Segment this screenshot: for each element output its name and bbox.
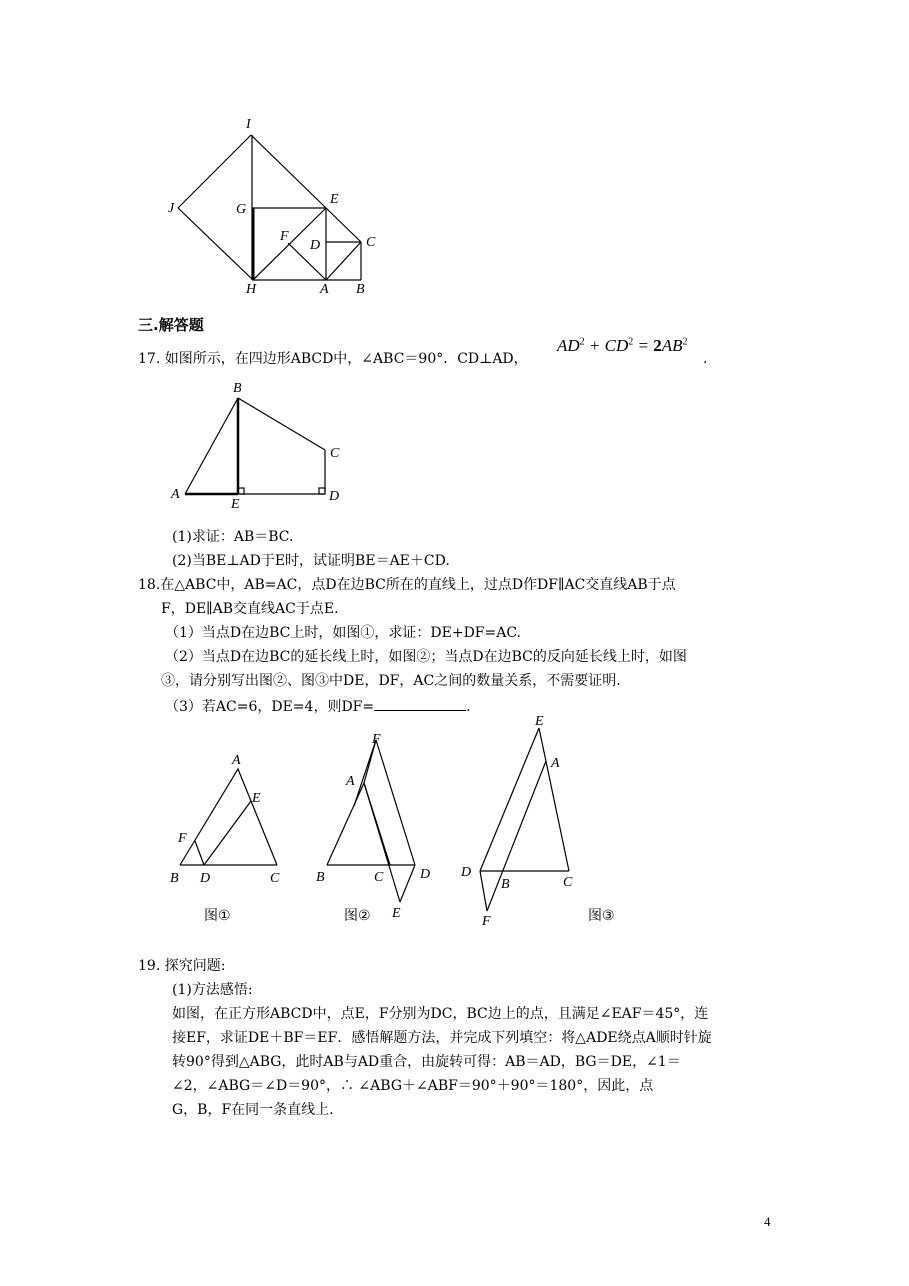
label-J: J bbox=[168, 201, 175, 216]
fig3-label-A: A bbox=[551, 756, 560, 771]
label-B: B bbox=[356, 282, 365, 297]
label-F: F bbox=[280, 229, 289, 244]
label-E: E bbox=[330, 192, 339, 207]
q19-p4: ∠2，∠ABG＝∠D＝90°，∴ ∠ABG＋∠ABF＝90°＋90°＝180°，因此，点 bbox=[172, 1078, 654, 1094]
fig1-label-C: C bbox=[270, 871, 280, 886]
fig1-label-A: A bbox=[232, 753, 241, 768]
fig3-label-B: B bbox=[501, 877, 510, 892]
fig2-caption: 图② bbox=[344, 908, 371, 924]
fig3-label-F: F bbox=[482, 914, 491, 927]
q19-p1: 如图，在正方形ABCD中，点E，F分别为DC，BC边上的点，且满足∠EAF＝45°，连 bbox=[172, 1006, 709, 1022]
fig2-label-C: C bbox=[374, 870, 384, 885]
q19-title: 19. 探究问题: bbox=[138, 958, 226, 974]
figure-q17 bbox=[165, 378, 355, 508]
q18-part3: （3）若AC=6，DE=4，则DF= . bbox=[165, 696, 471, 716]
fig3-caption: 图③ bbox=[588, 908, 615, 924]
q18-line2: F，DE∥AB交直线AC于点E. bbox=[161, 601, 339, 617]
fig1-caption: 图① bbox=[204, 908, 231, 924]
q17-period: . bbox=[703, 351, 708, 367]
q18-part1: （1）当点D在边BC上时，如图①，求证：DE+DF=AC. bbox=[165, 625, 522, 641]
figure-q18-3 bbox=[455, 712, 585, 927]
q17-label-D: D bbox=[329, 489, 340, 504]
label-D: D bbox=[310, 238, 321, 253]
answer-blank bbox=[374, 696, 466, 711]
q19-sub: (1)方法感悟: bbox=[172, 982, 253, 998]
q17-label-A: A bbox=[171, 487, 180, 502]
label-I: I bbox=[246, 117, 251, 132]
q19-p3: 转90°得到△ABG，此时AB与AD重合，由旋转可得：AB＝AD，BG＝DE，∠1＝ bbox=[172, 1054, 681, 1070]
q17-text: 17. 如图所示，在四边形ABCD中，∠ABC＝90°．CD⊥AD， bbox=[138, 351, 528, 367]
figure-squares bbox=[160, 110, 390, 300]
fig3-label-D: D bbox=[461, 865, 472, 880]
fig1-label-D: D bbox=[200, 871, 211, 886]
q17-label-E: E bbox=[231, 497, 240, 508]
fig3-label-C: C bbox=[563, 875, 573, 890]
fig2-label-B: B bbox=[316, 870, 325, 885]
page-number: 4 bbox=[764, 1214, 771, 1229]
q17-formula: $AD^2 + CD^2 = 2AB^2$ bbox=[557, 336, 688, 355]
fig1-label-B: B bbox=[170, 871, 179, 886]
figure-q18-2 bbox=[310, 728, 440, 923]
q18-part2a: （2）当点D在边BC的延长线上时，如图②；当点D在边BC的反向延长线上时，如图 bbox=[165, 649, 687, 665]
q17-part2: (2)当BE⊥AD于E时，试证明BE＝AE＋CD. bbox=[172, 553, 450, 569]
fig1-label-E: E bbox=[252, 791, 261, 806]
label-G: G bbox=[236, 202, 247, 217]
q17-part1: (1)求证：AB＝BC. bbox=[172, 529, 294, 545]
q19-p2: 接EF，求证DE＋BF＝EF．感悟解题方法，并完成下列填空：将△ADE绕点A顺时针旋 bbox=[172, 1030, 712, 1046]
q18-line1: 18.在△ABC中，AB=AC，点D在边BC所在的直线上，过点D作DF∥AC交直线AB于点 bbox=[138, 577, 676, 593]
q18-part2b: ③，请分别写出图②、图③中DE，DF，AC之间的数量关系，不需要证明. bbox=[161, 673, 621, 689]
q19-p5: G，B，F在同一条直线上. bbox=[172, 1102, 334, 1118]
label-H: H bbox=[246, 282, 257, 297]
label-C: C bbox=[366, 235, 376, 250]
figure-q18-1 bbox=[160, 752, 300, 887]
fig3-label-E: E bbox=[535, 714, 544, 729]
q17-label-C: C bbox=[330, 446, 340, 461]
section-title: 三.解答题 bbox=[138, 316, 204, 334]
fig2-label-F: F bbox=[372, 732, 381, 747]
fig2-label-D: D bbox=[420, 867, 431, 882]
label-A: A bbox=[320, 282, 329, 297]
fig2-label-E: E bbox=[392, 906, 401, 921]
q17-label-B: B bbox=[233, 381, 242, 396]
fig2-label-A: A bbox=[346, 774, 355, 789]
fig1-label-F: F bbox=[178, 831, 187, 846]
